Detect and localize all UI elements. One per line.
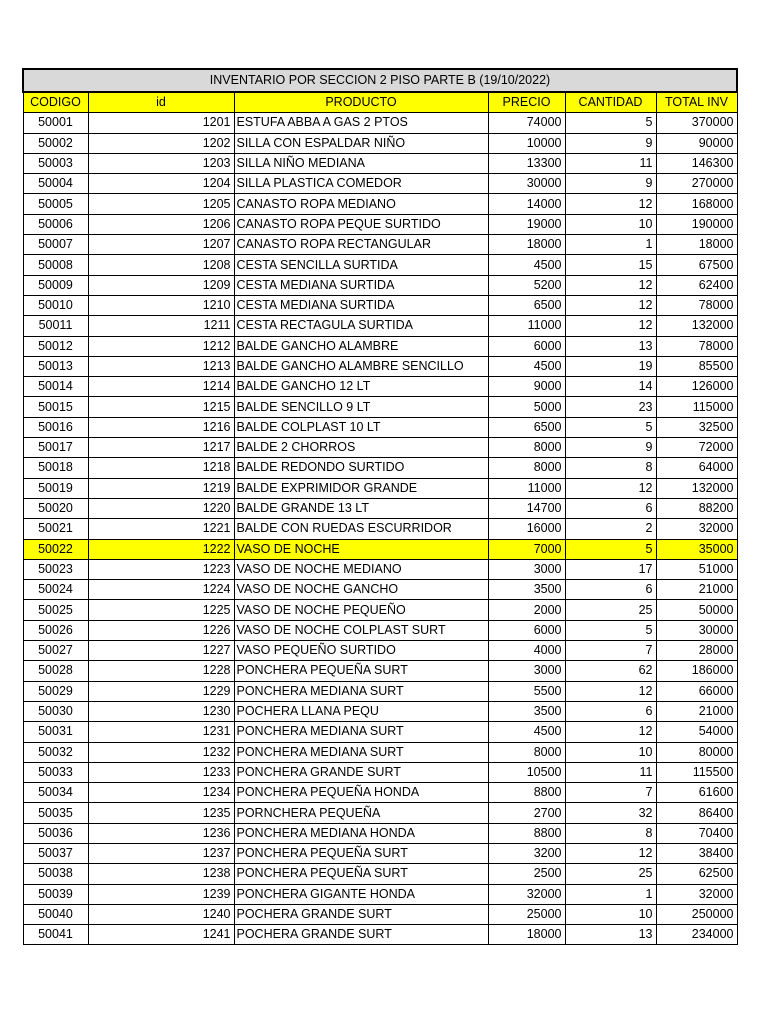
table-row <box>23 843 737 863</box>
table-row <box>23 235 737 255</box>
cell-total[interactable]: 66000 <box>656 681 737 701</box>
cell-precio[interactable]: 8000 <box>488 742 565 762</box>
table-row <box>23 925 737 945</box>
cell-producto[interactable]: PONCHERA MEDIANA HONDA <box>234 823 488 843</box>
cell-total[interactable]: 32000 <box>656 884 737 904</box>
cell-producto[interactable]: BALDE EXPRIMIDOR GRANDE <box>234 478 488 498</box>
cell-total[interactable]: 115000 <box>656 397 737 417</box>
cell-total[interactable]: 250000 <box>656 904 737 924</box>
table-row <box>23 174 737 194</box>
table-row <box>23 377 737 397</box>
table-row <box>23 417 737 437</box>
cell-cantidad[interactable]: 12 <box>565 275 656 295</box>
cell-precio[interactable]: 2000 <box>488 600 565 620</box>
table-row-highlighted <box>23 539 737 559</box>
cell-precio[interactable]: 18000 <box>488 235 565 255</box>
cell-codigo[interactable]: 50030 <box>23 701 88 721</box>
cell-precio[interactable]: 4500 <box>488 356 565 376</box>
cell-total[interactable]: 115500 <box>656 762 737 782</box>
cell-cantidad[interactable]: 25 <box>565 864 656 884</box>
cell-id[interactable]: 1240 <box>88 904 234 924</box>
cell-cantidad[interactable]: 12 <box>565 295 656 315</box>
table-row <box>23 823 737 843</box>
cell-cantidad[interactable]: 10 <box>565 904 656 924</box>
cell-codigo[interactable]: 50010 <box>23 295 88 315</box>
cell-total[interactable]: 78000 <box>656 295 737 315</box>
cell-precio[interactable]: 13300 <box>488 153 565 173</box>
table-row <box>23 295 737 315</box>
table-row <box>23 214 737 234</box>
table-row <box>23 762 737 782</box>
cell-cantidad[interactable]: 10 <box>565 742 656 762</box>
table-row <box>23 113 737 133</box>
cell-cantidad[interactable]: 13 <box>565 925 656 945</box>
table-row <box>23 498 737 518</box>
cell-codigo[interactable]: 50006 <box>23 214 88 234</box>
table-row <box>23 438 737 458</box>
cell-cantidad[interactable]: 5 <box>565 113 656 133</box>
cell-total[interactable]: 67500 <box>656 255 737 275</box>
cell-precio[interactable]: 10500 <box>488 762 565 782</box>
cell-codigo[interactable]: 50026 <box>23 620 88 640</box>
cell-total[interactable]: 21000 <box>656 580 737 600</box>
cell-id[interactable]: 1227 <box>88 641 234 661</box>
cell-cantidad[interactable]: 10 <box>565 214 656 234</box>
cell-producto[interactable]: BALDE GANCHO 12 LT <box>234 377 488 397</box>
cell-total[interactable]: 51000 <box>656 559 737 579</box>
table-row <box>23 255 737 275</box>
cell-producto[interactable]: BALDE REDONDO SURTIDO <box>234 458 488 478</box>
cell-total[interactable]: 78000 <box>656 336 737 356</box>
cell-total[interactable]: 190000 <box>656 214 737 234</box>
cell-codigo[interactable]: 50011 <box>23 316 88 336</box>
cell-id[interactable]: 1233 <box>88 762 234 782</box>
cell-id[interactable]: 1217 <box>88 438 234 458</box>
cell-cantidad[interactable]: 12 <box>565 316 656 336</box>
cell-cantidad[interactable]: 11 <box>565 762 656 782</box>
cell-cantidad[interactable]: 12 <box>565 843 656 863</box>
cell-cantidad[interactable]: 1 <box>565 884 656 904</box>
cell-producto[interactable]: CESTA RECTAGULA SURTIDA <box>234 316 488 336</box>
cell-codigo[interactable]: 50025 <box>23 600 88 620</box>
cell-id[interactable]: 1216 <box>88 417 234 437</box>
cell-codigo[interactable]: 50023 <box>23 559 88 579</box>
cell-producto[interactable]: CANASTO ROPA RECTANGULAR <box>234 235 488 255</box>
cell-codigo[interactable]: 50029 <box>23 681 88 701</box>
cell-cantidad[interactable]: 8 <box>565 458 656 478</box>
cell-id[interactable]: 1234 <box>88 783 234 803</box>
cell-producto[interactable]: SILLA NIÑO MEDIANA <box>234 153 488 173</box>
cell-cantidad[interactable]: 12 <box>565 722 656 742</box>
cell-id[interactable]: 1206 <box>88 214 234 234</box>
cell-producto[interactable]: PONCHERA MEDIANA SURT <box>234 722 488 742</box>
table-row <box>23 722 737 742</box>
cell-total[interactable]: 28000 <box>656 641 737 661</box>
table-row <box>23 316 737 336</box>
table-row <box>23 600 737 620</box>
cell-id[interactable]: 1239 <box>88 884 234 904</box>
cell-precio[interactable]: 19000 <box>488 214 565 234</box>
cell-codigo[interactable]: 50036 <box>23 823 88 843</box>
cell-codigo[interactable]: 50005 <box>23 194 88 214</box>
cell-producto[interactable]: CANASTO ROPA PEQUE SURTIDO <box>234 214 488 234</box>
table-row <box>23 559 737 579</box>
cell-precio[interactable]: 3000 <box>488 559 565 579</box>
cell-precio[interactable]: 3200 <box>488 843 565 863</box>
cell-cantidad[interactable]: 9 <box>565 438 656 458</box>
table-row <box>23 580 737 600</box>
cell-producto[interactable]: POCHERA GRANDE SURT <box>234 925 488 945</box>
cell-id[interactable]: 1213 <box>88 356 234 376</box>
table-row <box>23 336 737 356</box>
cell-id[interactable]: 1226 <box>88 620 234 640</box>
cell-cantidad[interactable]: 9 <box>565 133 656 153</box>
cell-cantidad[interactable]: 9 <box>565 174 656 194</box>
cell-producto[interactable]: BALDE SENCILLO 9 LT <box>234 397 488 417</box>
cell-cantidad[interactable]: 8 <box>565 823 656 843</box>
cell-producto[interactable]: CANASTO ROPA MEDIANO <box>234 194 488 214</box>
cell-producto[interactable]: VASO DE NOCHE GANCHO <box>234 580 488 600</box>
cell-codigo[interactable]: 50014 <box>23 377 88 397</box>
cell-producto[interactable]: BALDE COLPLAST 10 LT <box>234 417 488 437</box>
cell-precio[interactable]: 74000 <box>488 113 565 133</box>
cell-total[interactable]: 126000 <box>656 377 737 397</box>
cell-codigo[interactable]: 50024 <box>23 580 88 600</box>
header-cantidad[interactable]: CANTIDAD <box>565 92 656 113</box>
cell-total[interactable]: 85500 <box>656 356 737 376</box>
cell-producto[interactable]: PONCHERA PEQUEÑA SURT <box>234 864 488 884</box>
cell-id[interactable]: 1232 <box>88 742 234 762</box>
table-row <box>23 356 737 376</box>
cell-codigo[interactable]: 50035 <box>23 803 88 823</box>
cell-cantidad[interactable]: 6 <box>565 580 656 600</box>
cell-precio[interactable]: 4000 <box>488 641 565 661</box>
cell-total[interactable]: 370000 <box>656 113 737 133</box>
cell-total[interactable]: 186000 <box>656 661 737 681</box>
cell-precio[interactable]: 25000 <box>488 904 565 924</box>
cell-precio[interactable]: 14000 <box>488 194 565 214</box>
cell-precio[interactable]: 32000 <box>488 884 565 904</box>
cell-precio[interactable]: 8800 <box>488 823 565 843</box>
cell-total[interactable]: 146300 <box>656 153 737 173</box>
cell-id[interactable]: 1238 <box>88 864 234 884</box>
cell-total[interactable]: 32500 <box>656 417 737 437</box>
cell-codigo[interactable]: 50002 <box>23 133 88 153</box>
cell-precio[interactable]: 30000 <box>488 174 565 194</box>
cell-codigo[interactable]: 50032 <box>23 742 88 762</box>
cell-codigo[interactable]: 50040 <box>23 904 88 924</box>
cell-cantidad[interactable]: 11 <box>565 153 656 173</box>
cell-codigo[interactable]: 50009 <box>23 275 88 295</box>
cell-cantidad[interactable]: 2 <box>565 519 656 539</box>
cell-id[interactable]: 1215 <box>88 397 234 417</box>
cell-cantidad[interactable]: 7 <box>565 641 656 661</box>
header-row <box>23 92 737 113</box>
cell-codigo[interactable]: 50017 <box>23 438 88 458</box>
cell-precio[interactable]: 11000 <box>488 478 565 498</box>
cell-cantidad[interactable]: 62 <box>565 661 656 681</box>
cell-total[interactable]: 132000 <box>656 478 737 498</box>
cell-id[interactable]: 1237 <box>88 843 234 863</box>
cell-id[interactable]: 1222 <box>88 539 234 559</box>
cell-codigo[interactable]: 50008 <box>23 255 88 275</box>
cell-precio[interactable]: 10000 <box>488 133 565 153</box>
cell-codigo[interactable]: 50028 <box>23 661 88 681</box>
cell-total[interactable]: 72000 <box>656 438 737 458</box>
cell-codigo[interactable]: 50031 <box>23 722 88 742</box>
cell-precio[interactable]: 4500 <box>488 722 565 742</box>
cell-total[interactable]: 54000 <box>656 722 737 742</box>
cell-total[interactable]: 80000 <box>656 742 737 762</box>
cell-total[interactable]: 88200 <box>656 498 737 518</box>
cell-precio[interactable]: 11000 <box>488 316 565 336</box>
title-row <box>23 69 737 92</box>
cell-producto[interactable]: PONCHERA GIGANTE HONDA <box>234 884 488 904</box>
cell-precio[interactable]: 6500 <box>488 295 565 315</box>
cell-total[interactable]: 270000 <box>656 174 737 194</box>
cell-id[interactable]: 1235 <box>88 803 234 823</box>
cell-total[interactable]: 168000 <box>656 194 737 214</box>
cell-producto[interactable]: BALDE GRANDE 13 LT <box>234 498 488 518</box>
header-codigo[interactable]: CODIGO <box>23 92 88 113</box>
cell-cantidad[interactable]: 19 <box>565 356 656 376</box>
header-precio[interactable]: PRECIO <box>488 92 565 113</box>
cell-producto[interactable]: PONCHERA GRANDE SURT <box>234 762 488 782</box>
cell-total[interactable]: 70400 <box>656 823 737 843</box>
cell-producto[interactable]: PORNCHERA PEQUEÑA <box>234 803 488 823</box>
cell-precio[interactable]: 4500 <box>488 255 565 275</box>
cell-id[interactable]: 1229 <box>88 681 234 701</box>
cell-codigo[interactable]: 50013 <box>23 356 88 376</box>
cell-codigo[interactable]: 50020 <box>23 498 88 518</box>
cell-codigo[interactable]: 50034 <box>23 783 88 803</box>
cell-total[interactable]: 38400 <box>656 843 737 863</box>
cell-cantidad[interactable]: 6 <box>565 701 656 721</box>
cell-producto[interactable]: ESTUFA ABBA A GAS 2 PTOS <box>234 113 488 133</box>
cell-id[interactable]: 1230 <box>88 701 234 721</box>
table-row <box>23 397 737 417</box>
cell-id[interactable]: 1221 <box>88 519 234 539</box>
cell-precio[interactable]: 18000 <box>488 925 565 945</box>
header-producto[interactable]: PRODUCTO <box>234 92 488 113</box>
cell-id[interactable]: 1241 <box>88 925 234 945</box>
table-row <box>23 864 737 884</box>
cell-precio[interactable]: 16000 <box>488 519 565 539</box>
cell-total[interactable]: 32000 <box>656 519 737 539</box>
cell-codigo[interactable]: 50012 <box>23 336 88 356</box>
cell-precio[interactable]: 6000 <box>488 336 565 356</box>
cell-codigo[interactable]: 50019 <box>23 478 88 498</box>
cell-codigo[interactable]: 50038 <box>23 864 88 884</box>
cell-id[interactable]: 1212 <box>88 336 234 356</box>
cell-total[interactable]: 21000 <box>656 701 737 721</box>
cell-codigo[interactable]: 50018 <box>23 458 88 478</box>
table-row <box>23 620 737 640</box>
cell-producto[interactable]: POCHERA LLANA PEQU <box>234 701 488 721</box>
cell-cantidad[interactable]: 15 <box>565 255 656 275</box>
cell-total[interactable]: 30000 <box>656 620 737 640</box>
cell-cantidad[interactable]: 12 <box>565 194 656 214</box>
table-row <box>23 742 737 762</box>
cell-producto[interactable]: VASO DE NOCHE MEDIANO <box>234 559 488 579</box>
cell-producto[interactable]: PONCHERA PEQUEÑA SURT <box>234 661 488 681</box>
cell-cantidad[interactable]: 17 <box>565 559 656 579</box>
cell-precio[interactable]: 2700 <box>488 803 565 823</box>
sheet-title[interactable]: INVENTARIO POR SECCION 2 PISO PARTE B (19/10/2022) <box>23 69 737 92</box>
cell-producto[interactable]: VASO PEQUEÑO SURTIDO <box>234 641 488 661</box>
cell-producto[interactable]: CESTA SENCILLA SURTIDA <box>234 255 488 275</box>
cell-producto[interactable]: PONCHERA PEQUEÑA HONDA <box>234 783 488 803</box>
cell-precio[interactable]: 5200 <box>488 275 565 295</box>
cell-id[interactable]: 1228 <box>88 661 234 681</box>
cell-codigo[interactable]: 50003 <box>23 153 88 173</box>
cell-id[interactable]: 1231 <box>88 722 234 742</box>
cell-cantidad[interactable]: 13 <box>565 336 656 356</box>
cell-total[interactable]: 18000 <box>656 235 737 255</box>
table-row <box>23 275 737 295</box>
cell-total[interactable]: 132000 <box>656 316 737 336</box>
cell-id[interactable]: 1220 <box>88 498 234 518</box>
cell-codigo[interactable]: 50021 <box>23 519 88 539</box>
cell-id[interactable]: 1219 <box>88 478 234 498</box>
cell-precio[interactable]: 7000 <box>488 539 565 559</box>
header-total[interactable]: TOTAL INV <box>656 92 737 113</box>
cell-precio[interactable]: 14700 <box>488 498 565 518</box>
cell-id[interactable]: 1203 <box>88 153 234 173</box>
cell-cantidad[interactable]: 1 <box>565 235 656 255</box>
cell-producto[interactable]: VASO DE NOCHE PEQUEÑO <box>234 600 488 620</box>
table-row <box>23 884 737 904</box>
table-row <box>23 641 737 661</box>
cell-producto[interactable]: SILLA PLASTICA COMEDOR <box>234 174 488 194</box>
cell-codigo[interactable]: 50007 <box>23 235 88 255</box>
cell-producto[interactable]: VASO DE NOCHE COLPLAST SURT <box>234 620 488 640</box>
table-body <box>23 113 737 945</box>
cell-id[interactable]: 1202 <box>88 133 234 153</box>
cell-codigo[interactable]: 50033 <box>23 762 88 782</box>
cell-precio[interactable]: 5500 <box>488 681 565 701</box>
inventory-table <box>22 68 738 945</box>
cell-cantidad[interactable]: 6 <box>565 498 656 518</box>
cell-producto[interactable]: BALDE 2 CHORROS <box>234 438 488 458</box>
cell-producto[interactable]: POCHERA GRANDE SURT <box>234 904 488 924</box>
table-row <box>23 478 737 498</box>
table-row <box>23 701 737 721</box>
cell-id[interactable]: 1205 <box>88 194 234 214</box>
cell-id[interactable]: 1225 <box>88 600 234 620</box>
cell-cantidad[interactable]: 12 <box>565 681 656 701</box>
cell-cantidad[interactable]: 14 <box>565 377 656 397</box>
cell-codigo[interactable]: 50015 <box>23 397 88 417</box>
cell-cantidad[interactable]: 23 <box>565 397 656 417</box>
cell-cantidad[interactable]: 5 <box>565 417 656 437</box>
cell-total[interactable]: 62500 <box>656 864 737 884</box>
cell-codigo[interactable]: 50022 <box>23 539 88 559</box>
cell-id[interactable]: 1218 <box>88 458 234 478</box>
cell-id[interactable]: 1223 <box>88 559 234 579</box>
cell-producto[interactable]: VASO DE NOCHE <box>234 539 488 559</box>
cell-precio[interactable]: 8000 <box>488 458 565 478</box>
cell-producto[interactable]: CESTA MEDIANA SURTIDA <box>234 295 488 315</box>
cell-id[interactable]: 1224 <box>88 580 234 600</box>
cell-cantidad[interactable]: 5 <box>565 539 656 559</box>
cell-producto[interactable]: PONCHERA MEDIANA SURT <box>234 742 488 762</box>
cell-precio[interactable]: 9000 <box>488 377 565 397</box>
cell-id[interactable]: 1208 <box>88 255 234 275</box>
cell-id[interactable]: 1236 <box>88 823 234 843</box>
cell-id[interactable]: 1201 <box>88 113 234 133</box>
cell-cantidad[interactable]: 25 <box>565 600 656 620</box>
table-row <box>23 904 737 924</box>
cell-precio[interactable]: 8000 <box>488 438 565 458</box>
cell-id[interactable]: 1211 <box>88 316 234 336</box>
cell-producto[interactable]: PONCHERA PEQUEÑA SURT <box>234 843 488 863</box>
cell-producto[interactable]: BALDE GANCHO ALAMBRE <box>234 336 488 356</box>
cell-id[interactable]: 1204 <box>88 174 234 194</box>
cell-producto[interactable]: BALDE GANCHO ALAMBRE SENCILLO <box>234 356 488 376</box>
cell-precio[interactable]: 5000 <box>488 397 565 417</box>
cell-precio[interactable]: 3500 <box>488 580 565 600</box>
table-row <box>23 681 737 701</box>
cell-total[interactable]: 64000 <box>656 458 737 478</box>
cell-precio[interactable]: 8800 <box>488 783 565 803</box>
table-row <box>23 458 737 478</box>
cell-codigo[interactable]: 50039 <box>23 884 88 904</box>
cell-total[interactable]: 35000 <box>656 539 737 559</box>
table-row <box>23 783 737 803</box>
cell-total[interactable]: 61600 <box>656 783 737 803</box>
table-row <box>23 661 737 681</box>
table-row <box>23 133 737 153</box>
cell-producto[interactable]: BALDE CON RUEDAS ESCURRIDOR <box>234 519 488 539</box>
cell-id[interactable]: 1214 <box>88 377 234 397</box>
cell-precio[interactable]: 6500 <box>488 417 565 437</box>
cell-codigo[interactable]: 50027 <box>23 641 88 661</box>
table-row <box>23 194 737 214</box>
cell-total[interactable]: 234000 <box>656 925 737 945</box>
table-row <box>23 803 737 823</box>
cell-cantidad[interactable]: 7 <box>565 783 656 803</box>
cell-total[interactable]: 50000 <box>656 600 737 620</box>
cell-id[interactable]: 1207 <box>88 235 234 255</box>
cell-precio[interactable]: 3000 <box>488 661 565 681</box>
header-id[interactable]: id <box>88 92 234 113</box>
cell-codigo[interactable]: 50004 <box>23 174 88 194</box>
cell-codigo[interactable]: 50041 <box>23 925 88 945</box>
cell-producto[interactable]: CESTA MEDIANA SURTIDA <box>234 275 488 295</box>
table-row <box>23 153 737 173</box>
cell-id[interactable]: 1209 <box>88 275 234 295</box>
cell-precio[interactable]: 2500 <box>488 864 565 884</box>
cell-cantidad[interactable]: 32 <box>565 803 656 823</box>
cell-codigo[interactable]: 50016 <box>23 417 88 437</box>
cell-codigo[interactable]: 50037 <box>23 843 88 863</box>
cell-total[interactable]: 90000 <box>656 133 737 153</box>
cell-total[interactable]: 62400 <box>656 275 737 295</box>
cell-precio[interactable]: 3500 <box>488 701 565 721</box>
cell-precio[interactable]: 6000 <box>488 620 565 640</box>
cell-id[interactable]: 1210 <box>88 295 234 315</box>
cell-total[interactable]: 86400 <box>656 803 737 823</box>
cell-cantidad[interactable]: 12 <box>565 478 656 498</box>
cell-producto[interactable]: SILLA CON ESPALDAR NIÑO <box>234 133 488 153</box>
cell-codigo[interactable]: 50001 <box>23 113 88 133</box>
cell-cantidad[interactable]: 5 <box>565 620 656 640</box>
cell-producto[interactable]: PONCHERA MEDIANA SURT <box>234 681 488 701</box>
table-row <box>23 519 737 539</box>
